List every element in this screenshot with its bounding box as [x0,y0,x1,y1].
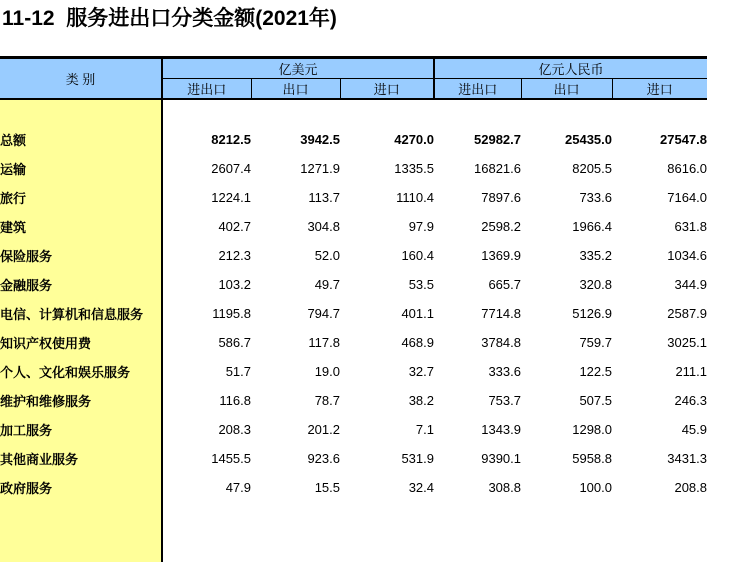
value-cell: 25435.0 [565,132,612,147]
column-group-rmb: 亿元人民币 [434,58,707,79]
category-cell: 建筑 [0,212,162,241]
value-cell: 507.5 [579,393,612,408]
value-cell: 116.8 [219,393,251,408]
value-cell: 1195.8 [212,306,251,321]
value-cell: 586.7 [218,335,251,350]
value-cell: 1369.9 [481,248,521,263]
value-cell: 333.6 [488,364,521,379]
table-row [0,415,707,444]
category-cell: 维护和维修服务 [0,386,162,415]
table-row [0,212,707,241]
value-cell: 8205.5 [572,161,612,176]
table-row [0,357,707,386]
category-cell: 电信、计算机和信息服务 [0,299,162,328]
column-group-usd: 亿美元 [162,58,434,79]
value-cell: 2598.2 [481,219,521,234]
value-cell: 344.9 [674,277,708,292]
stub-filler-cell [0,502,162,562]
category-cell: 知识产权使用费 [0,328,162,357]
column-header-rmb-total: 进出口 [434,79,521,100]
value-cell: 1455.5 [211,451,251,466]
table-row [0,241,707,270]
value-cell: 3784.8 [481,335,521,350]
value-cell: 2607.4 [211,161,251,176]
value-cell: 1271.9 [300,161,340,176]
table-body [0,125,707,502]
category-cell: 政府服务 [0,473,162,502]
value-cell: 113.7 [308,190,340,205]
header-group-row [0,58,707,79]
value-cell: 1335.5 [394,161,434,176]
value-cell: 1034.6 [667,248,708,263]
category-cell: 个人、文化和娱乐服务 [0,357,162,386]
value-cell: 117.8 [308,335,340,350]
value-cell: 211.1 [675,364,708,379]
table-row [0,386,707,415]
column-header-usd-total: 进出口 [162,79,251,100]
value-cell: 794.7 [307,306,340,321]
value-cell: 45.9 [681,422,708,437]
category-cell: 金融服务 [0,270,162,299]
category-cell: 加工服务 [0,415,162,444]
value-cell: 201.2 [307,422,340,437]
value-cell: 212.3 [218,248,251,263]
column-header-usd-import: 进口 [340,79,434,100]
bottom-filler [0,502,707,562]
page [0,7,755,516]
statistics-table [0,56,707,562]
value-cell: 401.1 [401,306,434,321]
value-cell: 1224.1 [211,190,251,205]
table-row [0,299,707,328]
value-cell: 160.4 [401,248,434,263]
table-row [0,154,707,183]
value-cell: 49.7 [314,277,340,292]
value-cell: 53.5 [408,277,434,292]
value-cell: 97.9 [408,219,434,234]
value-cell: 5958.8 [572,451,612,466]
value-cell: 51.7 [225,364,251,379]
value-cell: 733.6 [579,190,612,205]
table-row [0,183,707,212]
value-cell: 320.8 [579,277,612,292]
value-cell: 8616.0 [667,161,708,176]
value-cell: 402.7 [218,219,251,234]
value-cell: 5126.9 [572,306,612,321]
value-cell: 16821.6 [474,161,521,176]
column-header-rmb-export: 出口 [521,79,612,100]
value-cell: 3942.5 [300,132,340,147]
value-cell: 47.9 [225,480,251,495]
category-cell: 运输 [0,154,162,183]
header-data-gap [0,99,707,125]
data-filler-cell [162,502,707,562]
value-cell: 923.6 [307,451,340,466]
table-row [0,473,707,502]
data-spacer-cell [162,99,707,125]
value-cell: 7714.8 [481,306,521,321]
value-cell: 304.8 [307,219,340,234]
column-header-rmb-import: 进口 [612,79,707,100]
value-cell: 122.5 [579,364,612,379]
category-cell: 其他商业服务 [0,444,162,473]
table-row [0,328,707,357]
value-cell: 308.8 [488,480,521,495]
table-row [0,125,707,154]
value-cell: 8212.5 [211,132,251,147]
category-cell: 总额 [0,125,162,154]
category-cell: 保险服务 [0,241,162,270]
value-cell: 3025.1 [667,335,708,350]
value-cell: 7.1 [415,422,434,437]
value-cell: 531.9 [401,451,434,466]
value-cell: 52982.7 [474,132,521,147]
value-cell: 246.3 [674,393,708,408]
value-cell: 468.9 [401,335,434,350]
value-cell: 1110.4 [396,190,434,205]
value-cell: 15.5 [314,480,340,495]
page-title: 11-12 服务进出口分类金额(2021年) [2,7,337,30]
value-cell: 4270.0 [394,132,434,147]
table-row [0,444,707,473]
column-header-usd-export: 出口 [251,79,340,100]
table-header [0,58,707,100]
value-cell: 78.7 [314,393,340,408]
value-cell: 631.8 [674,219,708,234]
value-cell: 103.2 [218,277,251,292]
value-cell: 335.2 [579,248,612,263]
value-cell: 753.7 [488,393,521,408]
category-cell: 旅行 [0,183,162,212]
value-cell: 27547.8 [660,132,708,147]
value-cell: 3431.3 [667,451,708,466]
value-cell: 32.4 [408,480,434,495]
value-cell: 759.7 [579,335,612,350]
table-row [0,270,707,299]
value-cell: 38.2 [408,393,434,408]
value-cell: 1966.4 [572,219,612,234]
value-cell: 1343.9 [481,422,521,437]
value-cell: 32.7 [408,364,434,379]
value-cell: 208.8 [674,480,708,495]
value-cell: 2587.9 [667,306,708,321]
value-cell: 19.0 [314,364,340,379]
value-cell: 100.0 [579,480,612,495]
value-cell: 9390.1 [481,451,521,466]
value-cell: 52.0 [314,248,340,263]
value-cell: 7897.6 [481,190,521,205]
value-cell: 665.7 [488,277,521,292]
column-header-category: 类 别 [0,58,162,100]
value-cell: 7164.0 [667,190,708,205]
stub-spacer-cell [0,99,162,125]
value-cell: 1298.0 [572,422,612,437]
value-cell: 208.3 [218,422,251,437]
